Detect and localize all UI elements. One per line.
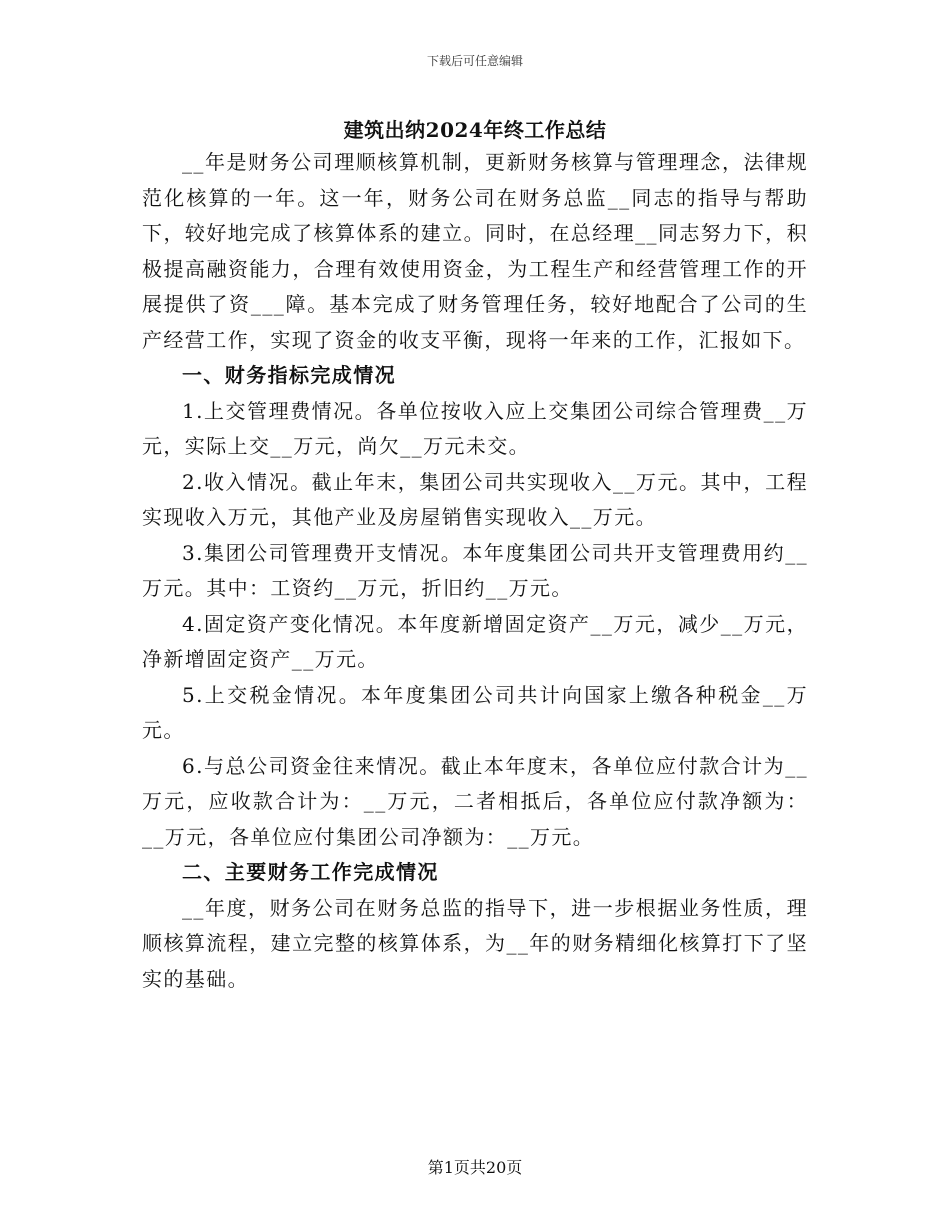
list-item: 3.集团公司管理费开支情况。本年度集团公司共开支管理费用约__万元。其中：工资约__万元，折旧约__万元。 xyxy=(142,540,808,600)
list-item: 1.上交管理费情况。各单位按收入应上交集团公司综合管理费__万元，实际上交__万元，尚欠__万元未交。 xyxy=(142,398,808,458)
intro-paragraph: __年是财务公司理顺核算机制，更新财务核算与管理理念，法律规范化核算的一年。这一年，财务公司在财务总监__同志的指导与帮助下，较好地完成了核算体系的建立。同时，在总经理__同志努力下，积极提高融资能力，合理有效使用资金，为工程生产和经营管理工作的开展提供了资___障。基本完成了财务管理任务，较好地配合了公司的生产经营工作，实现了资金的收支平衡，现将一年来的工作，汇报如下。 xyxy=(142,150,808,352)
list-item: 5.上交税金情况。本年度集团公司共计向国家上缴各种税金__万元。 xyxy=(142,682,808,742)
list-item: 6.与总公司资金往来情况。截止本年度末，各单位应付款合计为__万元，应收款合计为：__万元，二者相抵后，各单位应付款净额为：__万元，各单位应付集团公司净额为：__万元。 xyxy=(142,753,808,849)
header-note: 下载后可任意编辑 xyxy=(426,54,523,68)
section-paragraph: __年度，财务公司在财务总监的指导下，进一步根据业务性质，理顺核算流程，建立完整的核算体系，为__年的财务精细化核算打下了坚实的基础。 xyxy=(142,895,808,991)
section-heading-main-work: 二、主要财务工作完成情况 xyxy=(182,860,439,884)
page-footer: 第1页共20页 xyxy=(427,1158,523,1177)
document-body xyxy=(142,145,808,997)
document-title: 建筑出纳2024年终工作总结 xyxy=(343,118,607,142)
section-heading-financial-indicators: 一、财务指标完成情况 xyxy=(182,363,396,387)
list-item: 4.固定资产变化情况。本年度新增固定资产__万元，减少__万元，净新增固定资产__万元。 xyxy=(142,611,808,671)
list-item: 2.收入情况。截止年末，集团公司共实现收入__万元。其中，工程实现收入万元，其他产业及房屋销售实现收入__万元。 xyxy=(142,469,808,529)
